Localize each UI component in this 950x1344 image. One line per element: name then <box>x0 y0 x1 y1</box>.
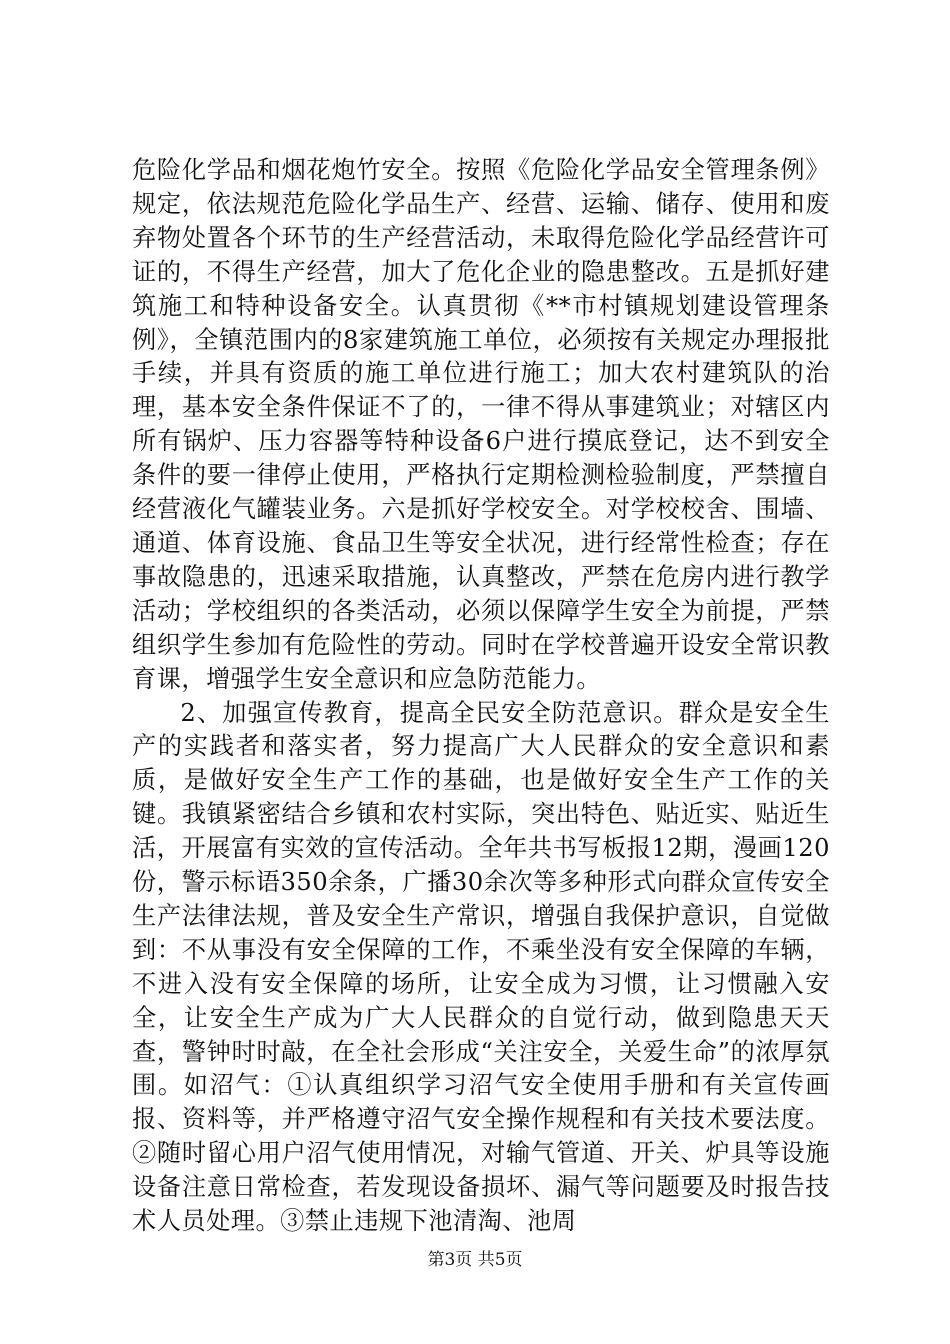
document-body <box>132 154 830 1239</box>
body-paragraph-1: 危险化学品和烟花炮竹安全。按照《危险化学品安全管理条例》规定，依法规范危险化学品生产、经营、运输、储存、使用和废弃物处置各个环节的生产经营活动，未取得危险化学品经营许可证的，不得生产经营，加大了危化企业的隐患整改。五是抓好建筑施工和特种设备安全。认真贯彻《**市村镇规划建设管理条例》，全镇范围内的8家建筑施工单位，必须按有关规定办理报批手续，并具有资质的施工单位进行施工；加大农村建筑队的治理，基本安全条件保证不了的，一律不得从事建筑业；对辖区内所有锅炉、压力容器等特种设备6户进行摸底登记，达不到安全条件的要一律停止使用，严格执行定期检测检验制度，严禁擅自经营液化气罐装业务。六是抓好学校安全。对学校校舍、围墙、通道、体育设施、食品卫生等安全状况，进行经常性检查；存在事故隐患的，迅速采取措施，认真整改，严禁在危房内进行教学活动；学校组织的各类活动，必须以保障学生安全为前提，严禁组织学生参加有危险性的劳动。同时在学校普遍开设安全常识教育课，增强学生安全意识和应急防范能力。 <box>132 156 830 693</box>
body-paragraph-2: 2、加强宣传教育，提高全民安全防范意识。群众是安全生产的实践者和落实者，努力提高广大人民群众的安全意识和素质，是做好安全生产工作的基础，也是做好安全生产工作的关键。我镇紧密结合乡镇和农村实际，突出特色、贴近实、贴近生活，开展富有实效的宣传活动。全年共书写板报12期，漫画120份，警示标语350余条，广播30余次等多种形式向群众宣传安全生产法律法规，普及安全生产常识，增强自我保护意识，自觉做到：不从事没有安全保障的工作，不乘坐没有安全保障的车辆，不进入没有安全保障的场所，让安全成为习惯，让习惯融入安全，让安全生产成为广大人民群众的自觉行动，做到隐患天天查，警钟时时敲，在全社会形成“关注安全，关爱生命”的浓厚氛围。如沼气：①认真组织学习沼气安全使用手册和有关宣传画报、资料等，并严格遵守沼气安全操作规程和有关技术要法度。②随时留心用户沼气使用情况，对输气管道、开关、炉具等设施设备注意日常检查，若发现设备损坏、漏气等问题要及时报告技术人员处理。③禁止违规下池清淘、池周 <box>132 698 830 1236</box>
page-footer: 第3页 共5页 <box>427 1250 523 1270</box>
